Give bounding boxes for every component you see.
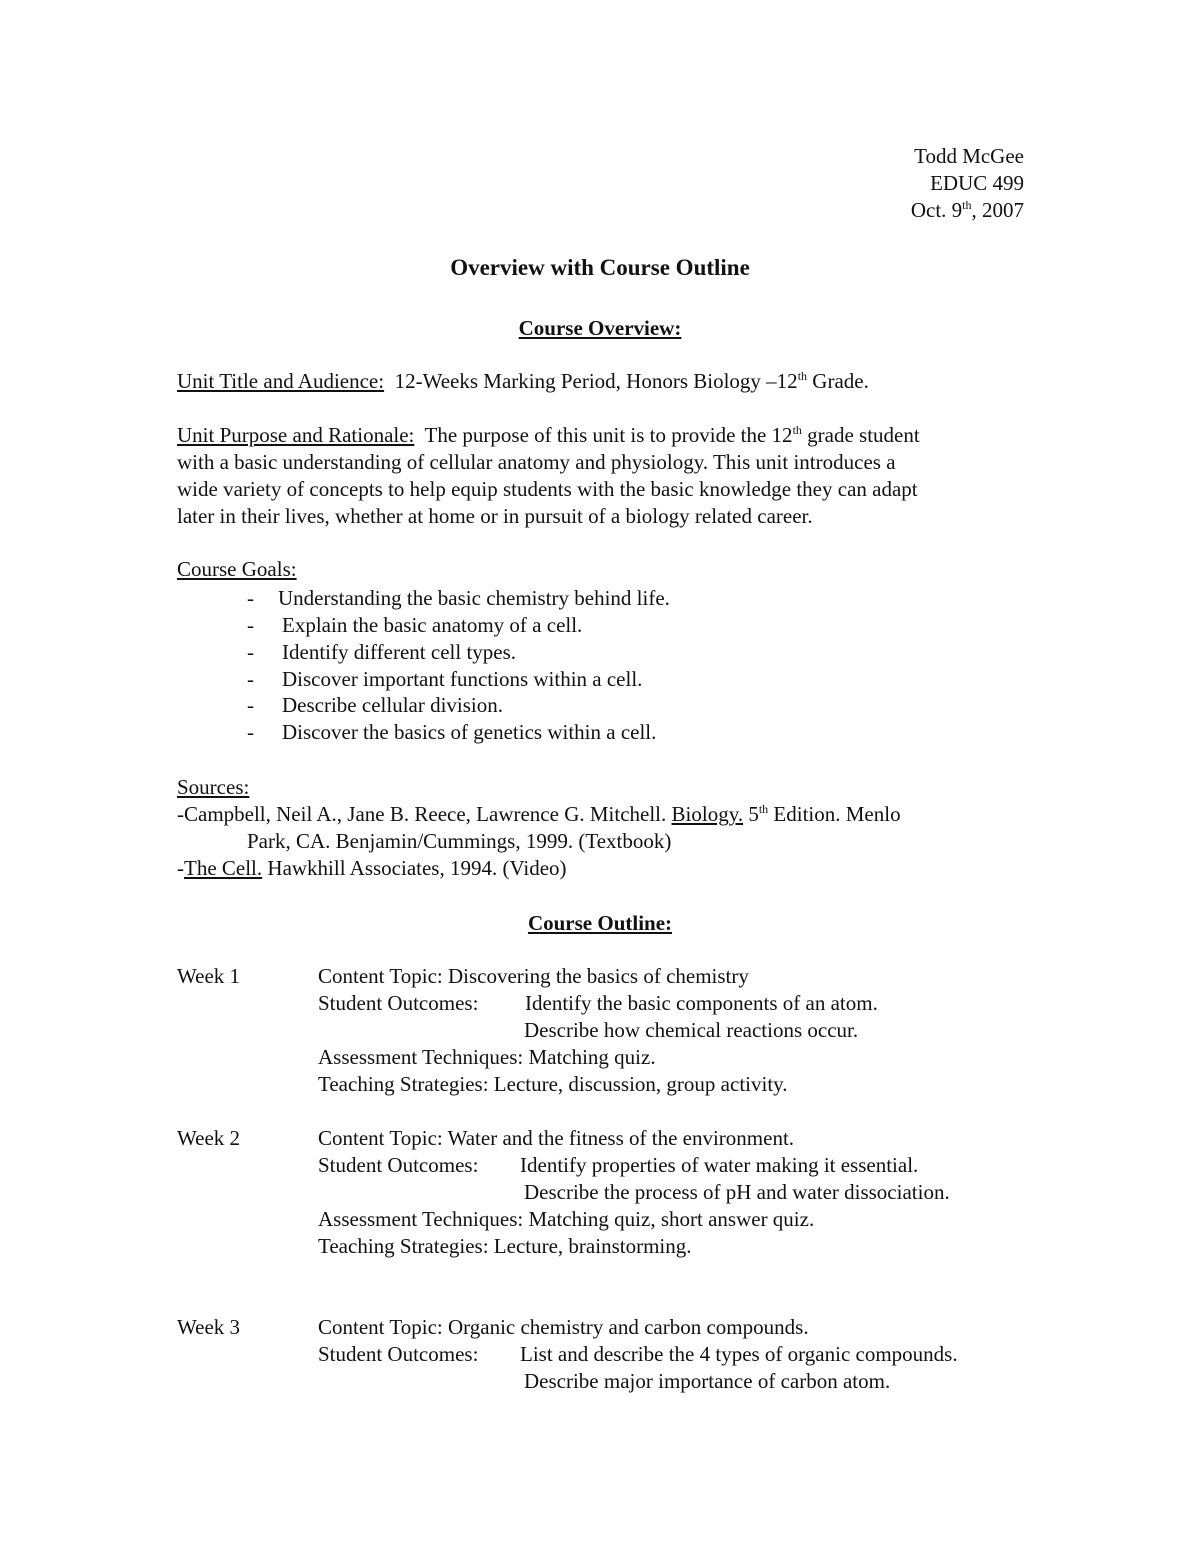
purpose-line-3: wide variety of concepts to help equip students with the basic knowledge they can adapt xyxy=(177,477,918,501)
week-label: Week 2 xyxy=(177,1126,241,1150)
goal-bullet: - xyxy=(247,586,254,610)
content-topic: Content Topic: Water and the fitness of the environment. xyxy=(318,1126,795,1150)
source-1-title: Biology. xyxy=(671,802,744,826)
purpose-line-1: Unit Purpose and Rationale: The purpose of this unit is to provide the 12th grade student xyxy=(177,423,920,447)
unit-title-line: Unit Title and Audience: 12-Weeks Marking Period, Honors Biology –12th Grade. xyxy=(177,369,869,393)
content-topic: Content Topic: Discovering the basics of chemistry xyxy=(318,964,749,988)
teaching-strategies: Teaching Strategies: Lecture, brainstorming. xyxy=(318,1234,692,1258)
goal-item: Discover the basics of genetics within a cell. xyxy=(282,720,657,744)
content-topic: Content Topic: Organic chemistry and carbon compounds. xyxy=(318,1315,809,1339)
goal-item: Describe cellular division. xyxy=(282,693,504,717)
source-1-line-2: Park, CA. Benjamin/Cummings, 1999. (Textbook) xyxy=(247,829,672,853)
goal-bullet: - xyxy=(247,613,254,637)
course-code: EDUC 499 xyxy=(930,171,1024,195)
goal-item: Discover important functions within a cell. xyxy=(282,667,643,691)
teaching-strategies: Teaching Strategies: Lecture, discussion, group activity. xyxy=(318,1072,788,1096)
student-outcome: List and describe the 4 types of organic compounds. xyxy=(520,1342,958,1366)
course-outline-heading: Course Outline: xyxy=(527,911,673,935)
goal-bullet: - xyxy=(247,693,254,717)
assessment-techniques: Assessment Techniques: Matching quiz. xyxy=(318,1045,656,1069)
student-outcomes-label: Student Outcomes: xyxy=(318,1342,479,1366)
goal-bullet: - xyxy=(247,720,254,744)
student-outcome: Identify properties of water making it essential. xyxy=(520,1153,919,1177)
unit-title-label: Unit Title and Audience: xyxy=(177,369,385,393)
source-2: -The Cell. Hawkhill Associates, 1994. (Video) xyxy=(177,856,567,880)
course-overview-heading: Course Overview: xyxy=(518,316,682,340)
goal-item: Explain the basic anatomy of a cell. xyxy=(282,613,583,637)
goal-bullet: - xyxy=(247,640,254,664)
student-outcome: Identify the basic components of an atom. xyxy=(525,991,878,1015)
assessment-techniques: Assessment Techniques: Matching quiz, short answer quiz. xyxy=(318,1207,815,1231)
purpose-line-4: later in their lives, whether at home or in pursuit of a biology related career. xyxy=(177,504,813,528)
page-title: Overview with Course Outline xyxy=(450,255,750,280)
goal-bullet: - xyxy=(247,667,254,691)
goal-item: Understanding the basic chemistry behind life. xyxy=(278,586,670,610)
source-2-title: The Cell. xyxy=(184,856,263,880)
goal-item: Identify different cell types. xyxy=(282,640,517,664)
course-goals-label: Course Goals: xyxy=(177,557,297,581)
week-label: Week 3 xyxy=(177,1315,241,1339)
student-outcomes-label: Student Outcomes: xyxy=(318,991,479,1015)
purpose-label: Unit Purpose and Rationale: xyxy=(177,423,415,447)
document-date: Oct. 9th, 2007 xyxy=(910,198,1024,222)
student-outcome: Describe how chemical reactions occur. xyxy=(524,1018,859,1042)
week-label: Week 1 xyxy=(177,964,241,988)
purpose-line-2: with a basic understanding of cellular anatomy and physiology. This unit introduces a xyxy=(177,450,896,474)
author-name: Todd McGee xyxy=(914,144,1024,168)
student-outcomes-label: Student Outcomes: xyxy=(318,1153,479,1177)
student-outcome: Describe the process of pH and water dissociation. xyxy=(524,1180,950,1204)
source-1-line-1: -Campbell, Neil A., Jane B. Reece, Lawrence G. Mitchell. Biology. 5th Edition. Menlo xyxy=(177,802,901,826)
sources-label: Sources: xyxy=(177,775,250,799)
student-outcome: Describe major importance of carbon atom. xyxy=(524,1369,891,1393)
